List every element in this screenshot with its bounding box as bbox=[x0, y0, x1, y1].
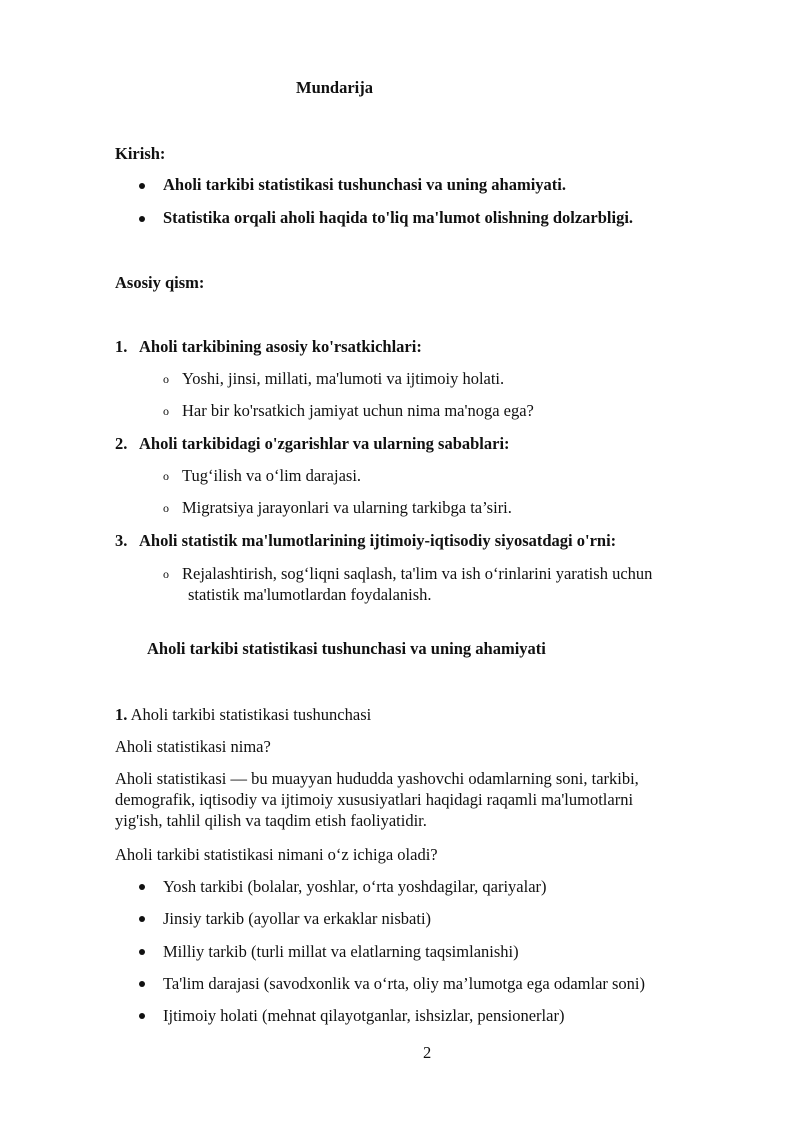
bullet-icon bbox=[139, 1013, 145, 1019]
section-subitem-continuation: statistik ma'lumotlardan foydalanish. bbox=[188, 585, 432, 604]
section-title: Aholi tarkibining asosiy ko'rsatkichlari: bbox=[139, 337, 422, 356]
subsection-title: Aholi tarkibi statistikasi tushunchasi bbox=[130, 705, 372, 724]
circle-bullet-icon: o bbox=[163, 404, 169, 418]
list-item: Yosh tarkibi (bolalar, yoshlar, o‘rta yoshdagilar, qariyalar) bbox=[163, 877, 547, 896]
section-subitem: Migratsiya jarayonlari va ularning tarkibga ta’siri. bbox=[182, 498, 512, 517]
circle-bullet-icon: o bbox=[163, 567, 169, 581]
definition-line: Aholi statistikasi — bu muayyan hududda yashovchi odamlarning soni, tarkibi, bbox=[115, 769, 639, 788]
section-heading: Aholi tarkibi statistikasi tushunchasi va uning ahamiyati bbox=[147, 639, 546, 658]
list-item: Jinsiy tarkib (ayollar va erkaklar nisbati) bbox=[163, 909, 432, 928]
bullet-icon bbox=[139, 183, 145, 189]
list-item: Milliy tarkib (turli millat va elatlarning taqsimlanishi) bbox=[163, 942, 519, 961]
intro-item: Aholi tarkibi statistikasi tushunchasi va uning ahamiyati. bbox=[163, 175, 566, 194]
bullet-icon bbox=[139, 949, 145, 955]
main-heading: Asosiy qism: bbox=[115, 273, 205, 292]
bullet-icon bbox=[139, 216, 145, 222]
section-subitem: Yoshi, jinsi, millati, ma'lumoti va ijtimoiy holati. bbox=[182, 369, 505, 388]
toc-title: Mundarija bbox=[296, 78, 374, 97]
question-text: Aholi statistikasi nima? bbox=[115, 737, 271, 756]
definition-line: demografik, iqtisodiy va ijtimoiy xususiyatlari haqidagi raqamli ma'lumotlarni bbox=[115, 790, 634, 809]
section-title: Aholi statistik ma'lumotlarining ijtimoiy-iqtisodiy siyosatdagi o'rni: bbox=[139, 531, 617, 550]
section-number: 3. bbox=[115, 531, 128, 550]
section-title: Aholi tarkibidagi o'zgarishlar va ularning sabablari: bbox=[139, 434, 510, 453]
list-item: Ijtimoiy holati (mehnat qilayotganlar, ishsizlar, pensionerlar) bbox=[163, 1006, 565, 1025]
intro-item: Statistika orqali aholi haqida to'liq ma'lumot olishning dolzarbligi. bbox=[163, 208, 634, 227]
page-number: 2 bbox=[423, 1043, 432, 1062]
bullet-icon bbox=[139, 981, 145, 987]
section-subitem: Har bir ko'rsatkich jamiyat uchun nima ma'noga ega? bbox=[182, 401, 534, 420]
section-number: 2. bbox=[115, 434, 128, 453]
section-subitem: Rejalashtirish, sog‘liqni saqlash, ta'lim va ish o‘rinlarini yaratish uchun bbox=[182, 564, 653, 583]
subsection-number: 1. bbox=[115, 705, 128, 724]
bullet-icon bbox=[139, 916, 145, 922]
circle-bullet-icon: o bbox=[163, 469, 169, 483]
circle-bullet-icon: o bbox=[163, 372, 169, 386]
intro-heading: Kirish: bbox=[115, 144, 166, 163]
section-number: 1. bbox=[115, 337, 128, 356]
list-item: Ta'lim darajasi (savodxonlik va o‘rta, oliy ma’lumotga ega odamlar soni) bbox=[163, 974, 646, 993]
section-subitem: Tug‘ilish va o‘lim darajasi. bbox=[182, 466, 362, 485]
circle-bullet-icon: o bbox=[163, 501, 169, 515]
subsection-heading bbox=[115, 705, 371, 725]
definition-line: yig'ish, tahlil qilish va taqdim etish faoliyatidir. bbox=[115, 811, 427, 830]
includes-question: Aholi tarkibi statistikasi nimani o‘z ichiga oladi? bbox=[115, 845, 438, 864]
bullet-icon bbox=[139, 884, 145, 890]
